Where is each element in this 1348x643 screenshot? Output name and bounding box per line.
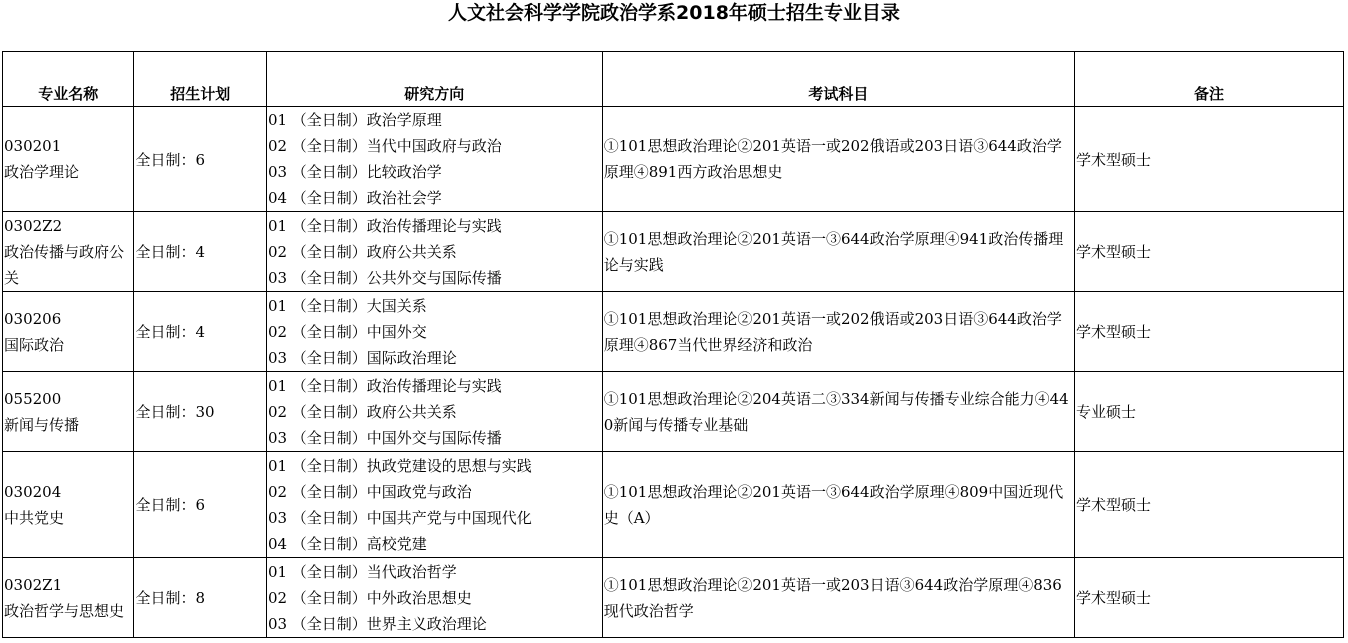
document-title: 人文社会科学学院政治学系2018年硕士招生专业目录 [448,2,900,24]
subjects-cell [602,372,1074,452]
plan-cell: 全日制：8 [134,558,266,638]
direction-item: 01 （全日制）大国关系 [267,296,427,315]
note-cell: 专业硕士 [1074,372,1343,452]
major-name: 国际政治 [4,335,65,354]
direction-item: 02 （全日制）中国政党与政治 [267,482,472,501]
header-plan: 招生计划 [134,52,266,107]
direction-item: 04 （全日制）高校党建 [267,534,427,553]
major-name: 新闻与传播 [4,415,80,434]
major-code: 0302Z1 [4,575,63,594]
direction-item: 02 （全日制）中国外交 [267,322,427,341]
table-row [3,107,1344,212]
direction-cell [266,212,602,292]
admissions-table [2,51,1344,638]
plan-cell: 全日制：6 [134,107,266,212]
direction-item: 01 （全日制）政治传播理论与实践 [267,376,502,395]
subjects-cell [602,558,1074,638]
header-row [3,52,1344,107]
table-row [3,558,1344,638]
table-row [3,372,1344,452]
major-code: 055200 [4,389,62,408]
direction-cell [266,452,602,558]
table-row [3,212,1344,292]
major-cell [3,212,134,292]
subjects-text: ①101思想政治理论②201英语一或202俄语或203日语③644政治学原理④867当代世界经济和政治 [603,309,1062,354]
major-cell [3,372,134,452]
subjects-cell [602,212,1074,292]
direction-item: 03 （全日制）世界主义政治理论 [267,614,487,633]
plan-cell: 全日制：6 [134,452,266,558]
subjects-text: ①101思想政治理论②201英语一③644政治学原理④941政治传播理论与实践 [603,229,1064,274]
table-row [3,292,1344,372]
plan-cell: 全日制：30 [134,372,266,452]
direction-item: 04 （全日制）政治社会学 [267,189,442,207]
plan-cell: 全日制：4 [134,212,266,292]
direction-item: 01 （全日制）当代政治哲学 [267,562,457,581]
subjects-cell [602,292,1074,372]
direction-item: 01 （全日制）政治传播理论与实践 [267,216,502,235]
note-cell: 学术型硕士 [1074,107,1343,212]
major-name: 中共党史 [4,508,65,527]
direction-item: 03 （全日制）中国共产党与中国现代化 [267,508,532,527]
major-code: 030206 [4,309,62,328]
direction-item: 01 （全日制）政治学原理 [267,111,442,129]
subjects-cell [602,452,1074,558]
subjects-text: ①101思想政治理论②204英语二③334新闻与传播专业综合能力④440新闻与传播专业基础 [603,389,1069,434]
subjects-text: ①101思想政治理论②201英语一或202俄语或203日语③644政治学原理④891西方政治思想史 [603,137,1062,181]
direction-item: 02 （全日制）政府公共关系 [267,402,457,421]
direction-item: 03 （全日制）国际政治理论 [267,348,457,367]
direction-item: 01 （全日制）执政党建设的思想与实践 [267,456,532,475]
header-direction: 研究方向 [266,52,602,107]
note-cell: 学术型硕士 [1074,558,1343,638]
direction-cell [266,372,602,452]
direction-item: 02 （全日制）当代中国政府与政治 [267,137,502,155]
subjects-text: ①101思想政治理论②201英语一或203日语③644政治学原理④836现代政治哲学 [603,575,1062,620]
major-name: 政治学理论 [4,163,80,181]
major-code: 030201 [4,137,62,155]
subjects-cell [602,107,1074,212]
major-name: 政治哲学与思想史 [4,601,125,620]
direction-item: 03 （全日制）公共外交与国际传播 [267,268,502,287]
major-cell [3,292,134,372]
header-major: 专业名称 [3,52,134,107]
direction-item: 03 （全日制）中国外交与国际传播 [267,428,502,447]
note-cell: 学术型硕士 [1074,212,1343,292]
direction-item: 03 （全日制）比较政治学 [267,163,442,181]
major-cell [3,452,134,558]
major-cell [3,107,134,212]
subjects-text: ①101思想政治理论②201英语一③644政治学原理④809中国近现代史（A） [603,482,1064,527]
major-code: 0302Z2 [4,216,63,235]
header-note: 备注 [1074,52,1343,107]
direction-cell [266,107,602,212]
direction-item: 02 （全日制）政府公共关系 [267,242,457,261]
table-row [3,452,1344,558]
major-code: 030204 [4,482,62,501]
direction-cell [266,292,602,372]
direction-item: 02 （全日制）中外政治思想史 [267,588,472,607]
note-cell: 学术型硕士 [1074,292,1343,372]
note-cell: 学术型硕士 [1074,452,1343,558]
plan-cell: 全日制：4 [134,292,266,372]
major-cell [3,558,134,638]
major-name: 政治传播与政府公关 [4,242,125,287]
header-subjects: 考试科目 [602,52,1074,107]
direction-cell [266,558,602,638]
